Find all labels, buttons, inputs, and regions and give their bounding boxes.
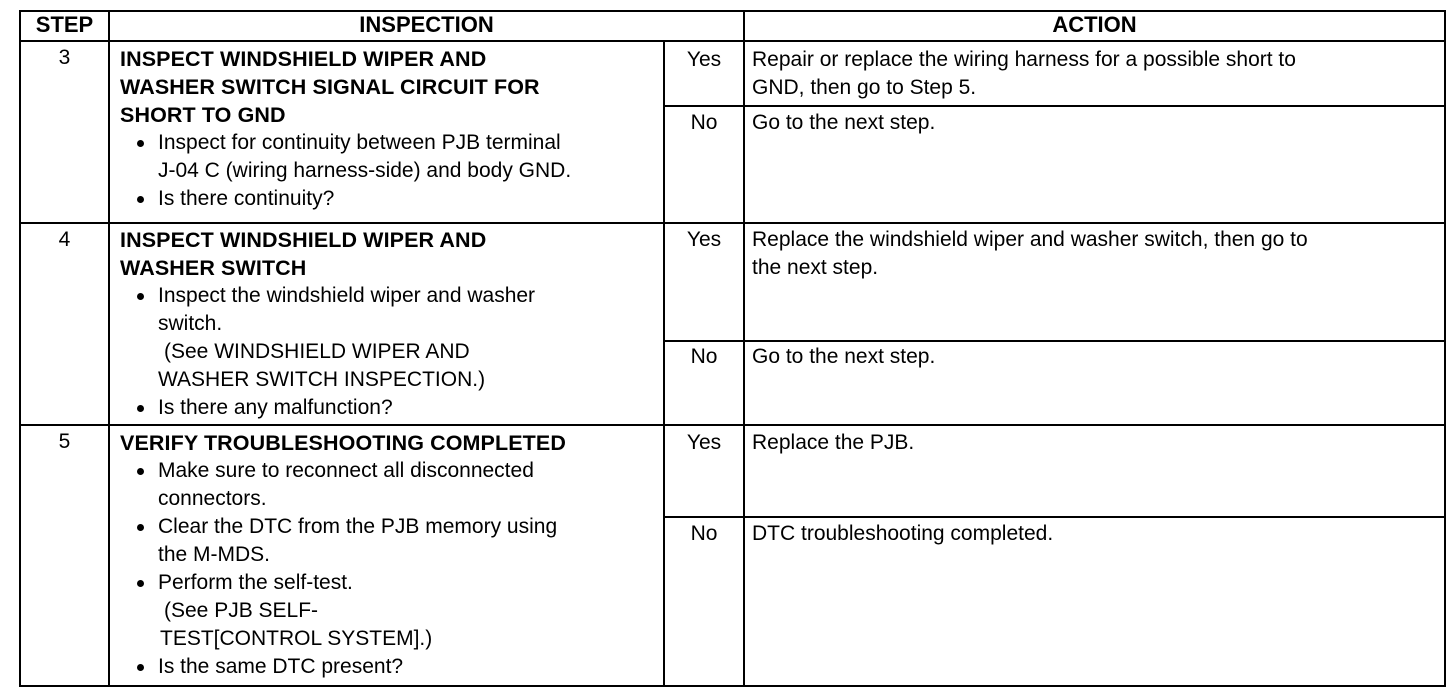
yes-no-divider-5 [663,516,1446,518]
no-action: DTC troubleshooting completed. [752,522,1054,545]
header-inspection: INSPECTION [359,12,494,37]
inspection-cell [120,429,660,681]
table-border-left [19,10,21,687]
no-label: No [690,345,718,368]
inspection-bullet: Clear the DTC from the PJB memory using the M-MDS. [120,513,660,569]
yes-action: Replace the windshield wiper and washer switch, then go to the next step. [752,228,1308,279]
inspection-cell [120,226,660,422]
header-step: STEP [35,12,94,37]
inspection-bullet: Inspect the windshield wiper and washer switch. [120,282,660,338]
inspection-cell [120,45,660,213]
table-border-bottom [19,685,1446,687]
header-divider [19,40,1446,42]
yes-no-divider-4 [663,340,1446,342]
reference-note: (See PJB SELF- TEST[CONTROL SYSTEM].) [160,599,433,650]
yes-action: Repair or replace the wiring harness for a possible short to GND, then go to Step 5. [752,48,1296,99]
row-divider-4-5 [19,424,1446,426]
inspection-bullet: Make sure to reconnect all disconnected connectors. [120,457,660,513]
inspection-title: INSPECT WINDSHIELD WIPER AND WASHER SWITCH SIGNAL CIRCUIT FOR SHORT TO GND [120,47,540,127]
col-divider-action [743,10,745,687]
inspection-title: INSPECT WINDSHIELD WIPER AND WASHER SWITCH [120,228,487,280]
inspection-bullet: Perform the self-test. [120,569,660,597]
row-divider-3-4 [19,222,1446,224]
col-divider-step [108,10,110,687]
step-number: 4 [58,228,71,251]
inspection-bullet: Is there any malfunction? [120,394,660,422]
no-label: No [690,111,718,134]
table-border-right [1444,10,1446,687]
reference-note: (See WINDSHIELD WIPER AND WASHER SWITCH INSPECTION.) [158,340,486,391]
header-action: ACTION [1052,12,1137,37]
yes-action: Replace the PJB. [752,431,915,454]
step-number: 5 [58,430,71,453]
step-number: 3 [58,46,71,69]
no-action: Go to the next step. [752,111,936,134]
yes-label: Yes [686,48,722,71]
inspection-title: VERIFY TROUBLESHOOTING COMPLETED [120,431,566,455]
yes-label: Yes [686,431,722,454]
no-label: No [690,522,718,545]
inspection-bullet: Is there continuity? [120,185,660,213]
inspection-bullet: Inspect for continuity between PJB terminal J-04 C (wiring harness-side) and body GND. [120,129,660,185]
no-action: Go to the next step. [752,345,936,368]
yes-label: Yes [686,228,722,251]
yes-no-divider-3 [663,105,1446,107]
inspection-bullet: Is the same DTC present? [120,653,660,681]
